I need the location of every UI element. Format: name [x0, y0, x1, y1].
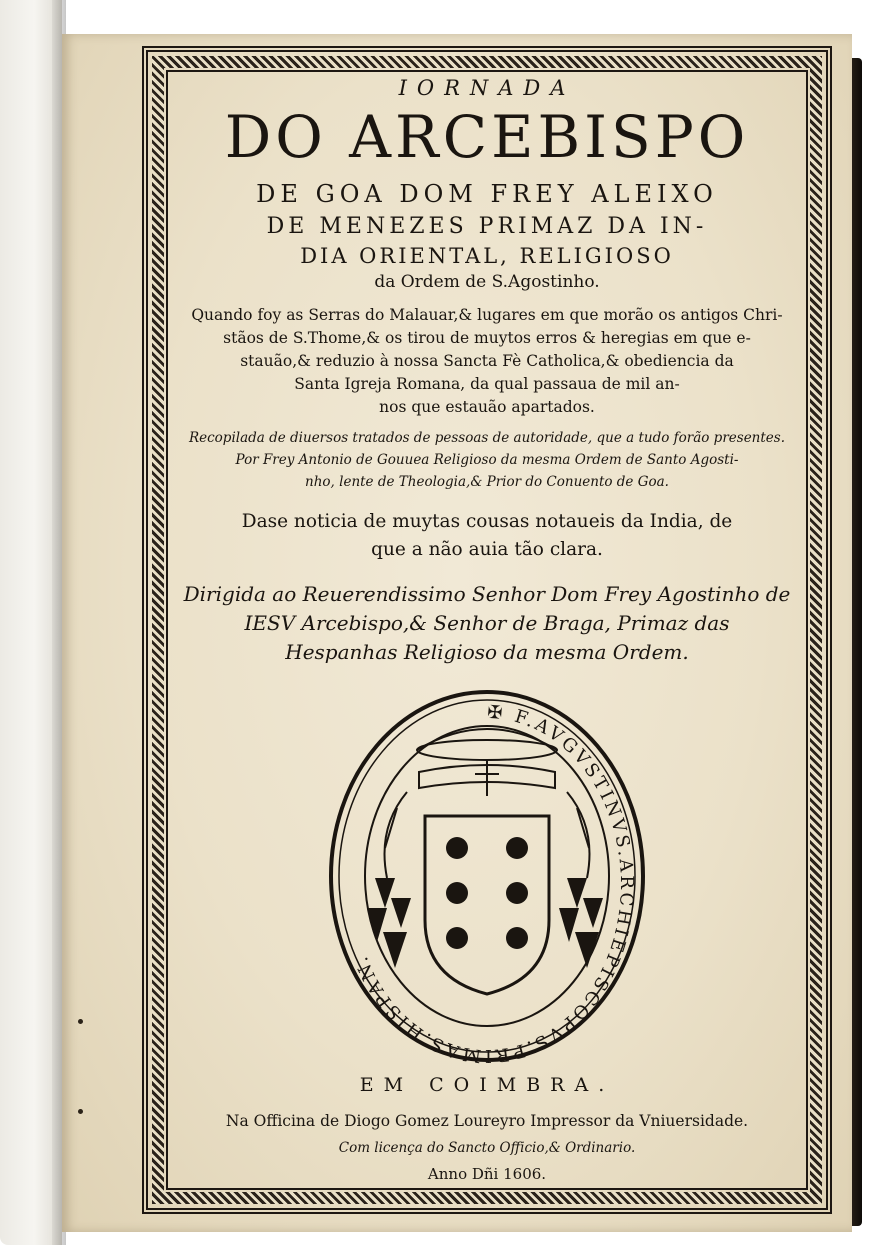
title-line-4: DE MENEZES PRIMAZ DA IN-: [266, 214, 708, 239]
compilation-line: nho, lente de Theologia,& Prior do Conuento de Goa.: [305, 474, 669, 490]
worm-hole: [78, 1109, 83, 1114]
seal-inscription: ✠ F.AVGVSTINVS.ARCHIEPISCOPVS.PRIMAS.HISPAN.: [350, 701, 637, 1064]
description-line: nos que estauão apartados.: [379, 398, 595, 416]
dedication-text: [168, 580, 806, 667]
license-line: Com licença do Sancto Officio,& Ordinario.: [338, 1140, 636, 1156]
description-line: stãos de S.Thome,& os tirou de muytos erros & heregias em que e-: [223, 329, 751, 347]
title-line-5: DIA ORIENTAL, RELIGIOSO: [300, 244, 674, 268]
description-paragraph: [168, 304, 806, 419]
coat-of-arms-icon: [327, 688, 647, 1064]
year-line: Anno Dñi 1606.: [427, 1165, 547, 1183]
worm-hole: [78, 1019, 83, 1024]
printer-imprint: Na Officina de Diogo Gomez Loureyro Impressor da Vniuersidade.: [225, 1112, 749, 1130]
compilation-line: Recopilada de diuersos tratados de pessoas de autoridade, que a tudo forão presentes.: [188, 430, 786, 446]
description-line: Santa Igreja Romana, da qual passaua de mil an-: [294, 375, 680, 393]
dedication-line: Hespanhas Religioso da mesma Ordem.: [285, 640, 689, 664]
title-line-2: DO ARCEBISPO: [224, 103, 750, 171]
compilation-line: Por Frey Antonio de Gouuea Religioso da mesma Ordem de Santo Agosti-: [235, 452, 739, 468]
title-page-text: [168, 72, 806, 1188]
archbishop-seal: [168, 688, 806, 1064]
notice-text: [168, 508, 806, 564]
city-line: EM COIMBRA.: [359, 1074, 615, 1096]
notice-line: que a não auia tão clara.: [371, 539, 603, 560]
description-line: Quando foy as Serras do Malauar,& lugares em que morão os antigos Chri-: [191, 306, 783, 324]
notice-line: Dase noticia de muytas cousas notaueis da India, de: [241, 511, 733, 532]
title-line-1: IORNADA: [398, 76, 576, 100]
compilation-note: [168, 427, 806, 493]
title-line-3: DE GOA DOM FREY ALEIXO: [256, 180, 718, 208]
dedication-line: Dirigida ao Reuerendissimo Senhor Dom Frey Agostinho de: [183, 582, 791, 606]
dedication-line: IESV Arcebispo,& Senhor de Braga, Primaz das: [244, 611, 730, 635]
description-line: stauão,& reduzio à nossa Sancta Fè Catholica,& obediencia da: [240, 352, 734, 370]
title-line-6: da Ordem de S.Agostinho.: [374, 272, 600, 292]
